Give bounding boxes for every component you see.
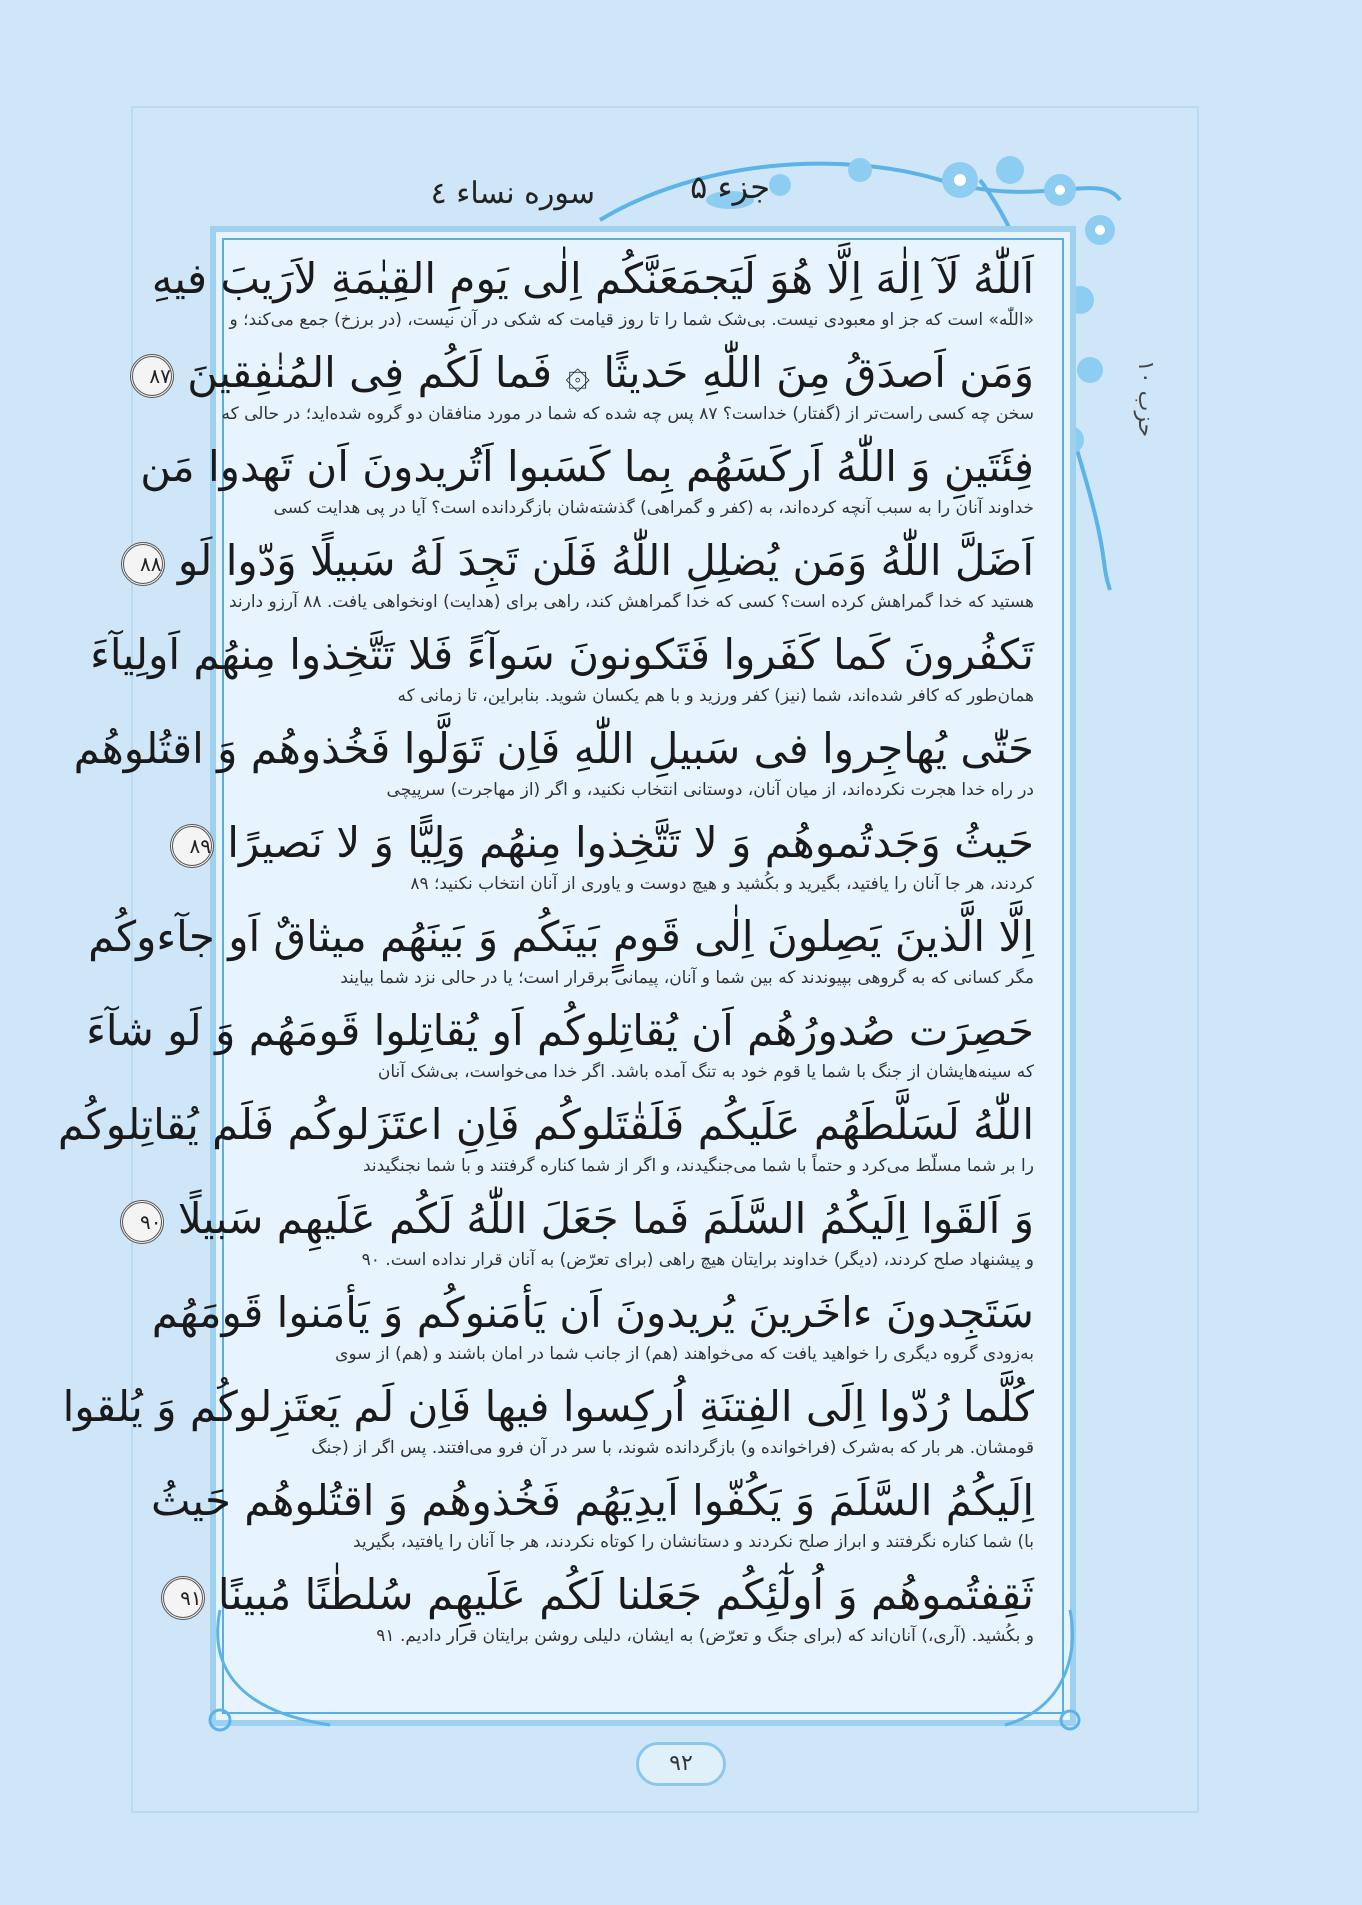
quran-verse-line [90,626,1034,684]
arabic-text: اَضَلَّ اللّٰهُ وَمَن يُضلِلِ اللّٰهُ فَلَن تَجِدَ لَهُ سَبيلًا وَدّوا لَو [177,536,1034,585]
arabic-text: حَصِرَت صُدورُهُم اَن يُقاتِلوكُم اَو يُقاتِلوا قَومَهُم وَ لَو شآءَ [86,1006,1034,1055]
corner-ornament-icon [1000,1600,1090,1740]
page-number-badge: ۹۲ [636,1742,726,1786]
persian-translation-line: همان‌طور که کافر شده‌اند، شما (نیز) کفر ورزید و با هم یکسان شوید. بنابراین، تا زمانی که [397,686,1034,706]
ayah-number-marker: ۸۹ [170,824,214,868]
quran-verse-line [140,532,1034,590]
persian-translation-line: سخن چه کسی راست‌تر از (گفتار) خداست؟ ۸۷ پس چه شده که شما در مورد منافقان دو گروه شده‌اید؛ در حالی که [221,404,1034,424]
persian-translation-line: را بر شما مسلّط می‌کرد و حتماً با شما می‌جنگیدند، و اگر از شما کناره گرفتند و با شما نجنگیدند [362,1156,1034,1176]
quran-verse-line [151,250,1034,308]
quran-verse-line [140,438,1034,496]
arabic-text: اللّٰهُ لَسَلَّطَهُم عَلَيكُم فَلَقٰتَلوكُم فَاِنِ اعتَزَلوكُم فَلَم يُقاتِلوكُم [57,1100,1034,1149]
quran-verse-line [57,1096,1034,1154]
quran-verse-line [151,1472,1034,1530]
arabic-text: اِلَّا الَّذينَ يَصِلونَ اِلٰى قَومٍ بَينَكُم وَ بَينَهُم ميثاقٌ اَو جآءوكُم [88,912,1034,961]
persian-translation-line: هستید که خدا گمراهش کرده است؟ کسی که خدا گمراهش کند، راهی برای (هدایت) اونخواهی یافت. ۸۸ آرزو دارند [228,592,1034,612]
persian-translation-line: و بکُشید. (آری،) آنان‌اند که (برای جنگ و تعرّض) به ایشان، دلیلی روشن برایتان قرار دادیم. ۹۱ [376,1626,1034,1646]
persian-translation-line: و پیشنهاد صلح کردند، (دیگر) خداوند برایتان هیچ راهی (برای تعرّض) به آنان قرار نداده است. ۹۰ [361,1250,1034,1270]
verses-content [57,250,1034,1660]
persian-translation-line: خداوند آنان را به سبب آنچه کرده‌اند، به (کفر و گمراهی) گذشته‌شان بازگردانده است؟ آیا در پی هدایت کسی [273,498,1034,518]
arabic-text: فِئَتَينِ وَ اللّٰهُ اَركَسَهُم بِما كَسَبوا اَتُريدونَ اَن تَهدوا مَن [140,442,1034,491]
ayah-number-marker: ۹۱ [161,1576,205,1620]
arabic-text: حَتّٰى يُهاجِروا فى سَبيلِ اللّٰهِ فَاِن تَوَلَّوا فَخُذوهُم وَ اقتُلوهُم [73,724,1034,773]
surah-label: سوره نساء ٤ [430,176,595,211]
persian-translation-line: کردند، هر جا آنان را یافتید، بگیرید و بکُشید و هیچ دوست و یاوری از آنان انتخاب نکنید؛ ۸۹ [410,874,1034,894]
arabic-text: اِلَيكُمُ السَّلَمَ وَ يَكُفّوا اَيدِيَهُم فَخُذوهُم وَ اقتُلوهُم حَيثُ [151,1476,1034,1525]
arabic-text: كُلَّما رُدّوا اِلَى الفِتنَةِ اُركِسوا فيها فَاِن لَم يَعتَزِلوكُم وَ يُلقوا [62,1382,1034,1431]
juz-label: جزء ۵ [690,168,770,206]
page-header [390,168,770,218]
quran-verse-line [151,1284,1034,1342]
ayah-number-marker: ۹۰ [120,1200,164,1244]
quran-verse-line [189,814,1034,872]
quran-verse-line [73,720,1034,778]
quran-verse-line [86,1002,1034,1060]
ayah-number-marker: ۸۷ [130,354,174,398]
persian-translation-line: قومشان. هر بار که به‌شرک (فراخوانده و) بازگردانده شوند، با سر در آن فرو می‌افتند. پس اگر از (جنگ [311,1438,1034,1458]
arabic-text: اَللّٰهُ لَآ اِلٰهَ اِلَّا هُوَ لَيَجمَعَنَّكُم اِلٰى يَومِ القِيٰمَةِ لاَرَيبَ فيهِ [151,254,1034,303]
ayah-number-marker: ۸۸ [121,542,165,586]
quran-verse-line [149,344,1034,402]
page-number [606,1742,756,1786]
persian-translation-line: که سینه‌هایشان از جنگ با شما یا قوم خود به تنگ آمده باشد. اگر خدا می‌خواست، بی‌شک آنان [377,1062,1034,1082]
corner-ornament-icon [200,1600,340,1740]
persian-translation-line: با) شما کناره نگرفتند و ابراز صلح نکردند و دستانشان را کوتاه نکردند، هر جا آنان را یافتید، بگیرید [353,1532,1034,1552]
persian-translation-line: «اللّٰه» است که جز او معبودی نیست. بی‌شک شما را تا روز قیامت که شکی در آن نیست، (در برزخ) جمع می‌کند؛ و [229,310,1034,330]
hizb-side-label: حزب ۱۰ [1133,360,1158,438]
arabic-text: ثَقِفتُموهُم وَ اُولٰٓئِكُم جَعَلنا لَكُم عَلَيهِم سُلطٰنًا مُبينًا [217,1570,1034,1619]
persian-translation-line: در راه خدا هجرت نکرده‌اند، از میان آنان، دوستانی انتخاب نکنید، و اگر (از مهاجرت) سرپیچی [386,780,1034,800]
arabic-text: وَ اَلقَوا اِلَيكُمُ السَّلَمَ فَما جَعَلَ اللّٰهُ لَكُم عَلَيهِم سَبيلًا [177,1194,1034,1243]
persian-translation-line: به‌زودی گروه دیگری را خواهید یافت که می‌خواهند (هم) از جانب شما در امان باشند و (هم) از سوی [335,1344,1034,1364]
arabic-text: تَكفُرونَ كَما كَفَروا فَتَكونونَ سَوآءً فَلا تَتَّخِذوا مِنهُم اَولِيآءَ [90,630,1034,679]
persian-translation-line: مگر کسانی که به گروهی بپیوندند که بین شما و آنان، پیمانی برقرار است؛ یا در حالی نزد شما بیایند [340,968,1034,988]
quran-verse-line [139,1190,1034,1248]
arabic-text: سَتَجِدونَ ءاخَرينَ يُريدونَ اَن يَأمَنوكُم وَ يَأمَنوا قَومَهُم [151,1288,1034,1337]
arabic-text: حَيثُ وَجَدتُموهُم وَ لا تَتَّخِذوا مِنهُم وَلِيًّا وَ لا نَصيرًا [227,818,1034,867]
arabic-text: وَمَن اَصدَقُ مِنَ اللّٰهِ حَديثًا ۞ فَما لَكُم فِى المُنٰفِقينَ [187,348,1034,397]
quran-verse-line [180,1566,1034,1624]
quran-verse-line [62,1378,1034,1436]
quran-verse-line [88,908,1034,966]
